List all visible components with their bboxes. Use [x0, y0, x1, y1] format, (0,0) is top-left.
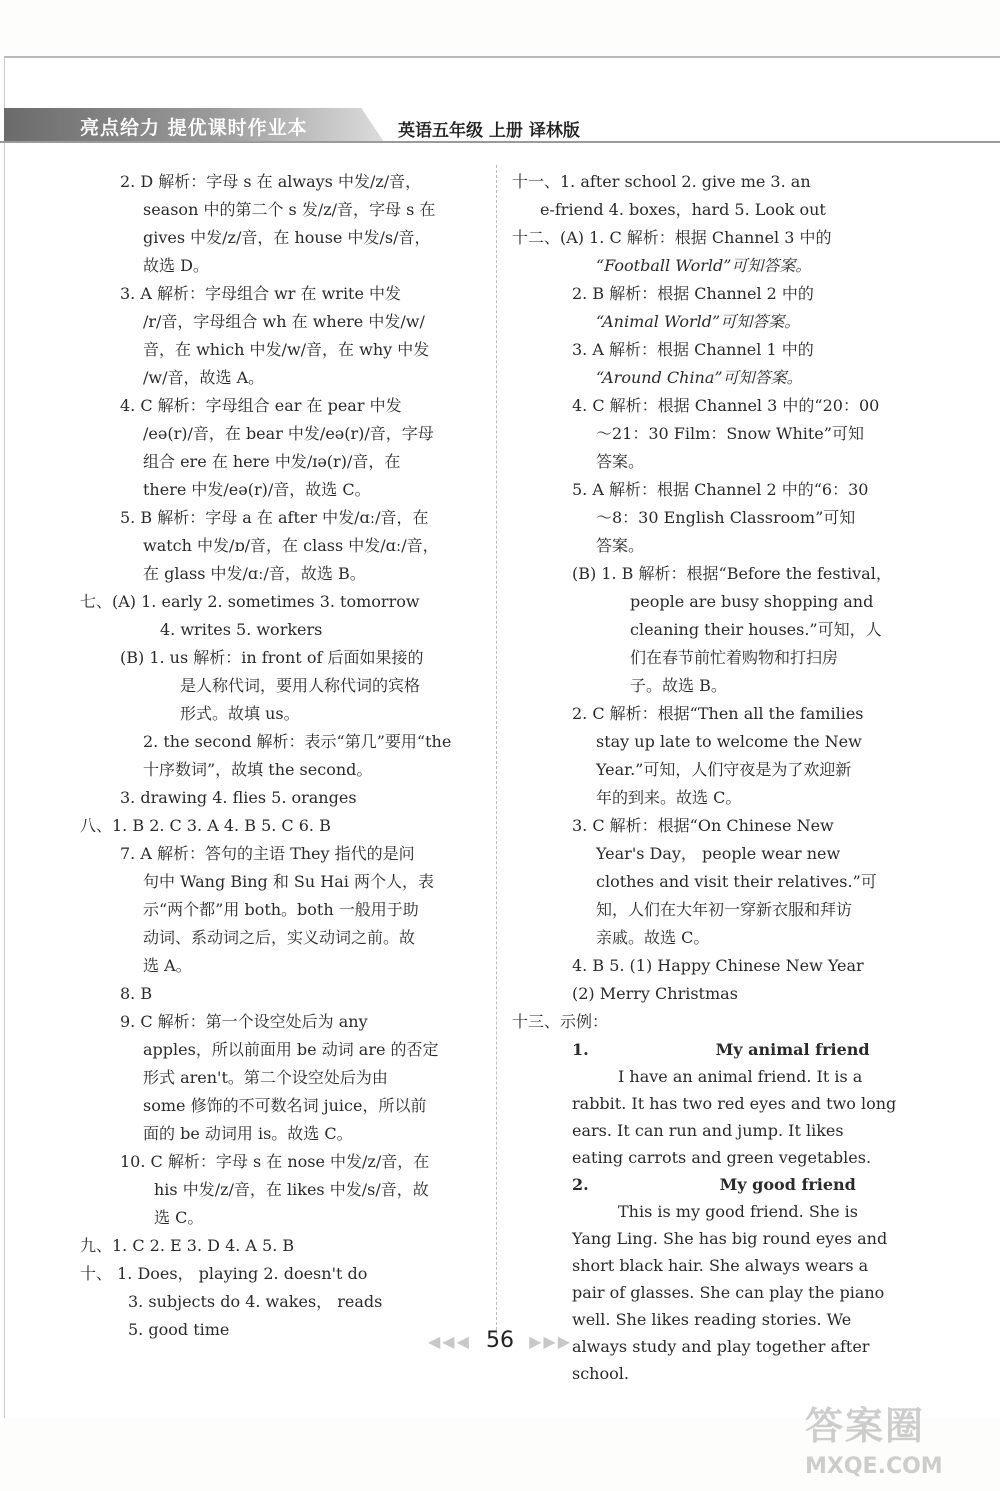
answer-line: 形式 aren't。第二个设空处后为由: [143, 1068, 388, 1087]
answer-line: 2. B 解析：根据 Channel 2 中的: [572, 284, 814, 303]
answer-line: 4. writes 5. workers: [160, 620, 323, 639]
answer-line: stay up late to welcome the New: [596, 732, 862, 751]
answer-line: Year.”可知，人们守夜是为了欢迎新: [596, 760, 852, 779]
answer-line: e-friend 4. boxes，hard 5. Look out: [540, 200, 826, 219]
answer-line: (2) Merry Christmas: [572, 984, 738, 1003]
section-heading: 八、1. B 2. C 3. A 4. B 5. C 6. B: [80, 816, 331, 835]
answer-line: season 中的第二个 s 发/z/音，字母 s 在: [143, 200, 436, 219]
answer-line: /r/音，字母组合 wh 在 where 中发/w/: [143, 312, 425, 331]
answer-line: 是人称代词，要用人称代词的宾格: [180, 676, 421, 695]
watermark-logo: [805, 1395, 995, 1485]
answer-line: 4. C 解析：根据 Channel 3 中的“20：00: [572, 396, 880, 415]
answer-line: 7. A 解析：答句的主语 They 指代的是问: [120, 844, 415, 863]
essay-line: Yang Ling. She has big round eyes and: [572, 1229, 888, 1248]
answer-line: cleaning their houses.”可知，人: [630, 620, 882, 639]
essay-1: [512, 1036, 912, 1171]
answer-line: 组合 ere 在 here 中发/ɪə(r)/音，在: [143, 452, 401, 471]
answer-line: 3. A 解析：字母组合 wr 在 write 中发: [120, 284, 402, 303]
answer-line: ～8：30 English Classroom”可知: [596, 508, 856, 527]
answer-line: 知，人们在大年初一穿新衣服和拜访: [596, 900, 853, 919]
answer-line: 亲戚。故选 C。: [596, 928, 710, 947]
next-arrows-icon: ▶▶▶: [529, 1332, 573, 1351]
answer-line: /w/音，故选 A。: [143, 368, 265, 387]
answer-line: 们在春节前忙着购物和打扫房: [630, 648, 839, 667]
answer-line: 4. B 5. (1) Happy Chinese New Year: [572, 956, 864, 975]
essay-title-row: [512, 1171, 912, 1198]
answer-line: his 中发/z/音，在 likes 中发/s/音，故: [154, 1180, 429, 1199]
answer-line: 年的到来。故选 C。: [596, 788, 742, 807]
answer-line: 句中 Wang Bing 和 Su Hai 两个人，表: [143, 872, 434, 891]
answer-line: 3. subjects do 4. wakes， reads: [128, 1292, 383, 1311]
essay-line: rabbit. It has two red eyes and two long: [572, 1094, 897, 1113]
section-heading: 十二、(A) 1. C 解析：根据 Channel 3 中的: [512, 228, 832, 247]
answer-line: 面的 be 动词用 is。故选 C。: [143, 1124, 353, 1143]
answer-line: 音，在 which 中发/w/音，在 why 中发: [143, 340, 430, 359]
answer-line: 9. C 解析：第一个设空处后为 any: [120, 1012, 368, 1031]
section-heading: 十、 1. Does， playing 2. doesn't do: [80, 1264, 368, 1283]
answer-line: 答案。: [596, 452, 645, 471]
answer-line: “Animal World”可知答案。: [596, 312, 801, 331]
answer-line: 3. drawing 4. flies 5. oranges: [120, 788, 357, 807]
essay-number: 2.: [572, 1175, 589, 1194]
essay-2: [512, 1171, 912, 1387]
section-heading: 十三、示例：: [512, 1012, 609, 1031]
answer-line: 选 A。: [143, 956, 192, 975]
answer-line: 2. D 解析：字母 s 在 always 中发/z/音，: [120, 172, 422, 191]
section-heading: 七、(A) 1. early 2. sometimes 3. tomorrow: [80, 592, 420, 611]
page-footer: [0, 1328, 1000, 1353]
answer-line: 十序数词”，故填 the second。: [143, 760, 373, 779]
essay-line: short black hair. She always wears a: [572, 1256, 869, 1275]
column-divider: [496, 165, 497, 1345]
essay-line: well. She likes reading stories. We: [572, 1310, 852, 1329]
answer-line: people are busy shopping and: [630, 592, 874, 611]
answer-line: 3. C 解析：根据“On Chinese New: [572, 816, 834, 835]
answer-line: 2. the second 解析：表示“第几”要用“the: [143, 732, 452, 751]
section-heading: 十一、1. after school 2. give me 3. an: [512, 172, 811, 191]
answer-line: 10. C 解析：字母 s 在 nose 中发/z/音，在: [120, 1152, 430, 1171]
essay-line: ears. It can run and jump. It likes: [572, 1121, 844, 1140]
essay-line: pair of glasses. She can play the piano: [572, 1283, 885, 1302]
answer-line: (B) 1. B 解析：根据“Before the festival，: [572, 564, 892, 583]
answer-line: 答案。: [596, 536, 645, 555]
prev-arrows-icon: ◀◀◀: [427, 1332, 471, 1351]
header-rule: [0, 141, 1000, 143]
essay-title: My animal friend: [715, 1040, 870, 1059]
answer-line: /eə(r)/音，在 bear 中发/eə(r)/音，字母: [143, 424, 434, 443]
left-column: [80, 168, 480, 1344]
answer-line: “Around China”可知答案。: [596, 368, 803, 387]
answer-line: “Football World”可知答案。: [596, 256, 812, 275]
essay-number: 1.: [572, 1040, 589, 1059]
watermark-bottom: MXQE.COM: [805, 1454, 943, 1479]
subject-title: 英语五年级 上册 译林版: [398, 121, 580, 141]
answer-line: ～21：30 Film：Snow White”可知: [596, 424, 864, 443]
answer-line: 2. C 解析：根据“Then all the families: [572, 704, 864, 723]
answer-line: 在 glass 中发/ɑː/音，故选 B。: [143, 564, 366, 583]
series-title: 亮点给力 提优课时作业本: [80, 117, 308, 139]
answer-line: 8. B: [120, 984, 153, 1003]
essay-line: always study and play together after: [572, 1337, 870, 1356]
answer-line: 形式。故填 us。: [180, 704, 300, 723]
answer-line: (B) 1. us 解析：in front of 后面如果接的: [120, 648, 424, 667]
essay-line: eating carrots and green vegetables.: [572, 1148, 872, 1167]
answer-line: 5. good time: [128, 1320, 230, 1339]
answer-line: gives 中发/z/音，在 house 中发/s/音，: [143, 228, 431, 247]
answer-line: apples，所以前面用 be 动词 are 的否定: [143, 1040, 439, 1059]
answer-line: 4. C 解析：字母组合 ear 在 pear 中发: [120, 396, 402, 415]
answer-line: 故选 D。: [143, 256, 209, 275]
answer-line: 3. A 解析：根据 Channel 1 中的: [572, 340, 814, 359]
page-number: 56: [486, 1328, 514, 1353]
answer-line: 选 C。: [154, 1208, 204, 1227]
answer-line: some 修饰的不可数名词 juice，所以前: [143, 1096, 427, 1115]
essay-line: This is my good friend. She is: [618, 1202, 858, 1221]
essay-title: My good friend: [719, 1175, 856, 1194]
section-heading: 九、1. C 2. E 3. D 4. A 5. B: [80, 1236, 295, 1255]
answer-line: clothes and visit their relatives.”可: [596, 872, 877, 891]
right-column: [512, 168, 912, 1387]
answer-line: 5. B 解析：字母 a 在 after 中发/ɑː/音，在: [120, 508, 429, 527]
answer-line: 动词、系动词之后，实义动词之前。故: [143, 928, 416, 947]
answer-line: Year's Day， people wear new: [596, 844, 841, 863]
essay-line: school.: [572, 1364, 629, 1383]
essay-line: I have an animal friend. It is a: [618, 1067, 863, 1086]
watermark-top: 答案圈: [805, 1404, 926, 1448]
answer-line: 子。故选 B。: [630, 676, 727, 695]
answer-line: 示“两个都”用 both。both 一般用于助: [143, 900, 419, 919]
essay-title-row: [512, 1036, 912, 1063]
answer-line: 5. A 解析：根据 Channel 2 中的“6：30: [572, 480, 869, 499]
answer-line: watch 中发/ɒ/音，在 class 中发/ɑː/音，: [143, 536, 439, 555]
answer-line: there 中发/eə(r)/音，故选 C。: [143, 480, 371, 499]
